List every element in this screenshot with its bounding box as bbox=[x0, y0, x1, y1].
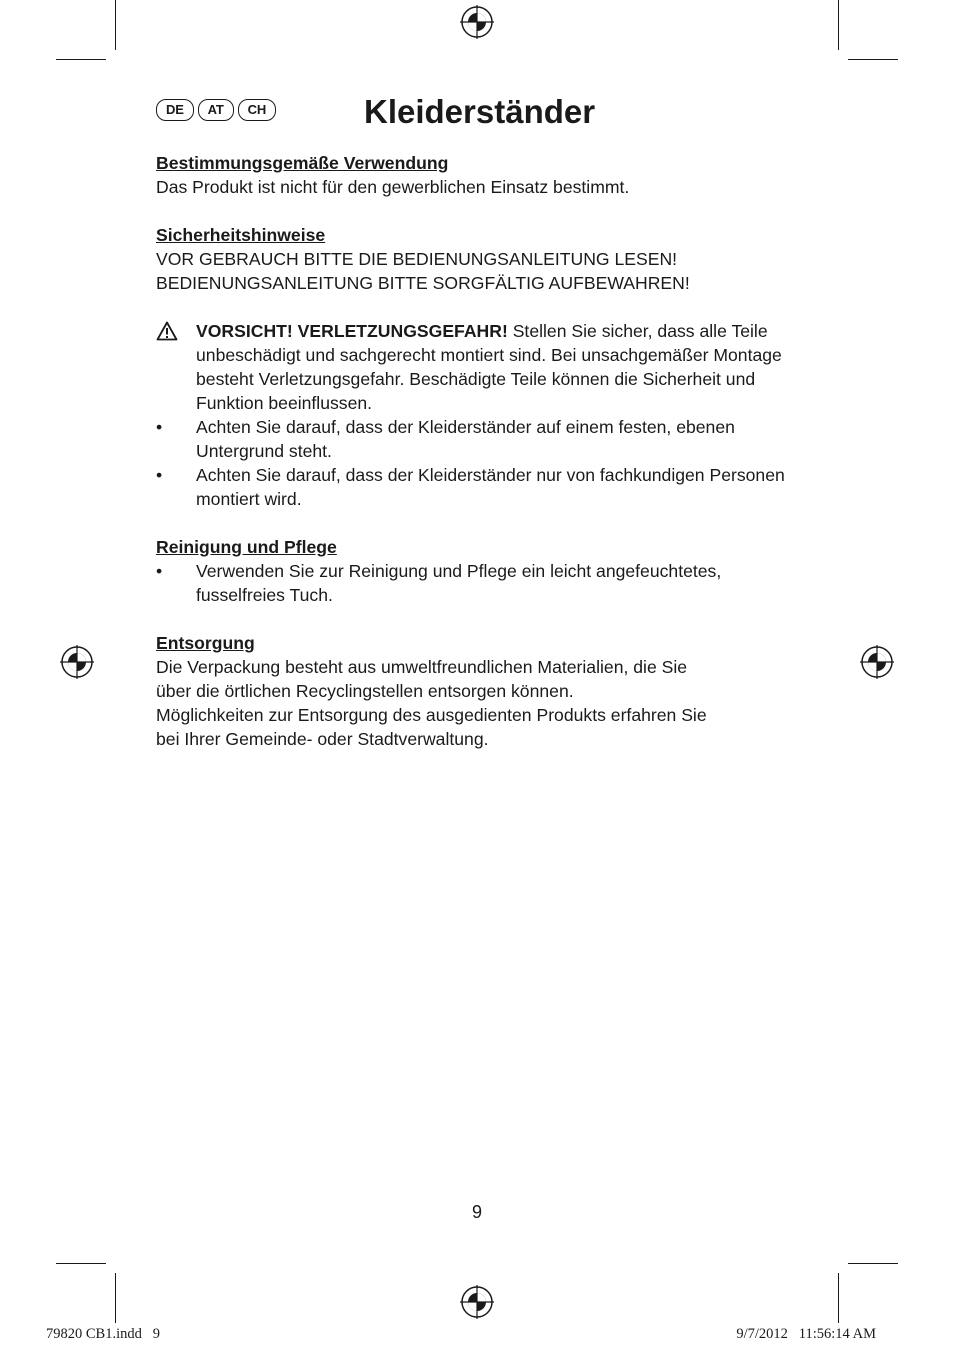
section-heading: Bestimmungsgemäße Verwendung bbox=[156, 153, 449, 173]
section-heading: Entsorgung bbox=[156, 633, 255, 653]
paragraph: Das Produkt ist nicht für den gewerblichen Einsatz bestimmt. bbox=[156, 177, 630, 197]
section-disposal bbox=[156, 631, 806, 751]
paragraph: VOR GEBRAUCH BITTE DIE BEDIENUNGSANLEITUNG LESEN! bbox=[156, 249, 678, 269]
crop-mark bbox=[56, 1263, 106, 1264]
list-item bbox=[156, 463, 806, 511]
registration-mark-icon bbox=[460, 1285, 494, 1319]
paragraph: Die Verpackung besteht aus umweltfreundlichen Materialien, die Sie bbox=[156, 657, 688, 677]
registration-mark-icon bbox=[860, 645, 894, 679]
country-badge-ch: CH bbox=[238, 99, 276, 121]
list-item bbox=[156, 559, 806, 607]
paragraph: über die örtlichen Recyclingstellen entsorgen können. bbox=[156, 681, 574, 701]
list-item-text: Achten Sie darauf, dass der Kleiderständer nur von fachkundigen Personen montiert wird. bbox=[196, 465, 785, 509]
crop-mark bbox=[848, 1263, 898, 1264]
paragraph: bei Ihrer Gemeinde- oder Stadtverwaltung. bbox=[156, 729, 489, 749]
list-item-text: Achten Sie darauf, dass der Kleiderständer auf einem festen, ebenen Untergrund steht. bbox=[196, 417, 735, 461]
bullet-marker: • bbox=[156, 465, 163, 485]
crop-mark bbox=[115, 0, 116, 50]
paragraph: BEDIENUNGSANLEITUNG BITTE SORGFÄLTIG AUFBEWAHREN! bbox=[156, 273, 690, 293]
section-care bbox=[156, 535, 806, 607]
country-badges bbox=[156, 99, 276, 121]
section-heading: Sicherheitshinweise bbox=[156, 225, 326, 245]
paragraph: Möglichkeiten zur Entsorgung des ausgedienten Produkts erfahren Sie bbox=[156, 705, 707, 725]
country-badge-at: AT bbox=[198, 99, 234, 121]
section-usage bbox=[156, 151, 806, 199]
manual-content bbox=[156, 151, 806, 775]
section-safety bbox=[156, 223, 806, 511]
crop-mark bbox=[838, 0, 839, 50]
crop-mark bbox=[56, 59, 106, 60]
registration-mark-icon bbox=[460, 5, 494, 39]
page-title: Kleiderständer bbox=[364, 93, 596, 130]
crop-mark bbox=[848, 59, 898, 60]
footer-filename: 79820 CB1.indd 9 bbox=[46, 1326, 160, 1342]
section-heading: Reinigung und Pflege bbox=[156, 537, 337, 557]
warning-text: Stellen Sie sicher, dass alle Teile unbeschädigt und sachgerecht montiert sind. Bei unsachgemäßer Montage besteht Verletzungsgefahr. Beschädigte Teile können die Sicherheit und Funktion beeinflussen. bbox=[196, 321, 782, 413]
bullet-marker: • bbox=[156, 417, 163, 437]
registration-mark-icon bbox=[60, 645, 94, 679]
page-number: 9 bbox=[471, 1202, 482, 1222]
bullet-marker: • bbox=[156, 561, 163, 581]
crop-mark bbox=[838, 1273, 839, 1323]
list-item-text: Verwenden Sie zur Reinigung und Pflege ein leicht angefeuchtetes, fusselfreies Tuch. bbox=[196, 561, 722, 605]
warning-label: VORSICHT! VERLETZUNGSGEFAHR! bbox=[196, 321, 508, 341]
list-item bbox=[156, 415, 806, 463]
warning-item bbox=[156, 319, 806, 415]
warning-triangle-icon bbox=[156, 321, 178, 341]
footer-timestamp: 9/7/2012 11:56:14 AM bbox=[736, 1326, 876, 1342]
crop-mark bbox=[115, 1273, 116, 1323]
country-badge-de: DE bbox=[156, 99, 194, 121]
